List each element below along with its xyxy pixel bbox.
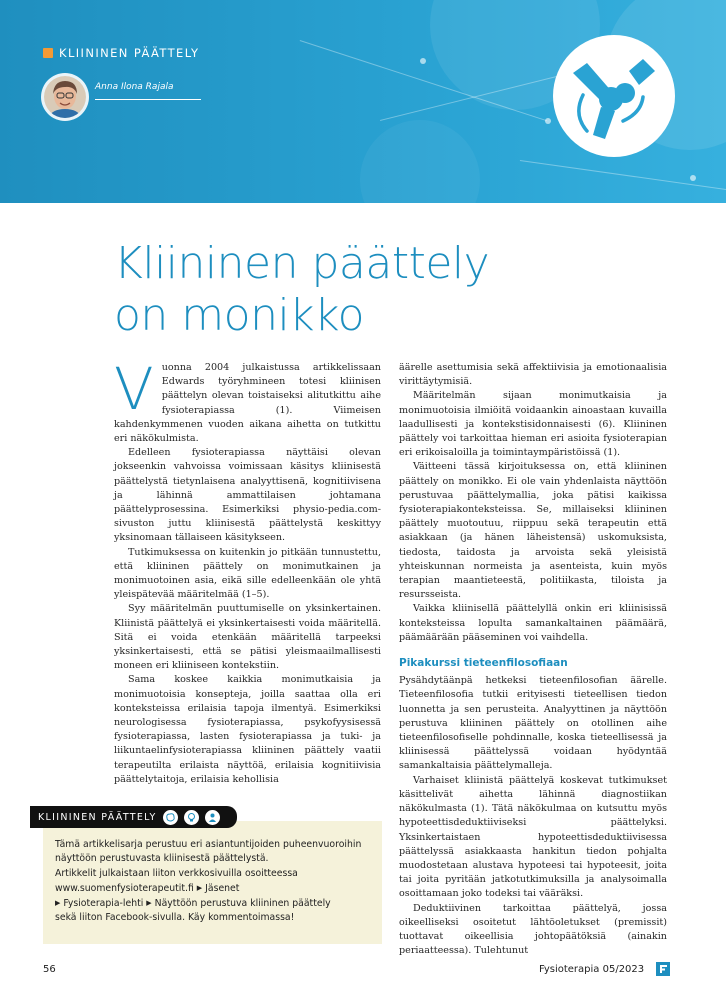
- series-info-title: KLIININEN PÄÄTTELY: [38, 811, 157, 823]
- info-line: sekä liiton Facebook-sivulla. Käy kommentoimassa!: [55, 912, 295, 924]
- paragraph: Sama koskee kaikkia monimutkaisia ja monimuotoisia konsepteja, joilla saattaa olla eri konteksteissa erilaisia tapoja ilmentyä. Esimerkiksi neurologisessa fysioterapiassa, psykofyysisessä fysioterapiassa, lasten fysioterapiassa ja tuki- ja liikuntaelinfysioterapiassa kliininen päättely vaatii terapeutilta erilaista näyttöä, erilaisia kognitiivisia päättelytaitoja, erilaisia kehollisia: [114, 674, 381, 785]
- page-number: 56: [43, 964, 56, 975]
- paragraph: Määritelmän sijaan monimutkaisia ja monimuotoisia ilmiöitä voidaankin ainoastaan kuvailla laadullisesti ja kontekstisidonnaisesti (6). Kliininen päättely voi tarkoittaa hieman eri asioita fysioterapian eri erikoisaloilla ja toimintaympäristöissä (1).: [399, 390, 667, 459]
- paragraph: Deduktiivinen tarkoittaa päättelyä, jossa oikeelliseksi osoitetut lähtöoletukset (premissit) tuottavat oikeellisia johtopäätöksiä (ainakin periaatteessa). Tulehtunut: [399, 902, 667, 957]
- breadcrumb-item: Näyttöön perustuva kliininen päättely: [154, 898, 331, 910]
- knee-icon-badge: [553, 35, 675, 157]
- series-info-header: [30, 806, 237, 828]
- drop-cap: V: [114, 355, 154, 423]
- subheading: Pikakurssi tieteenfilosofiaan: [399, 657, 568, 670]
- paragraph: Vaikka kliinisellä päättelyllä onkin eri kliinisissä konteksteissa lopulta samankaltainen päämäärä, päämäärään pääseminen voi vaihdella.: [399, 603, 667, 643]
- paragraph: Tutkimuksessa on kuitenkin jo pitkään tunnustettu, että kliininen päättely on monimutkainen ja monimuotoinen asia, eikä sille edelleenkään ole yhtä yleispätevää määritelmää (1–5).: [114, 546, 381, 601]
- paragraph: Varhaiset kliinistä päättelyä koskevat tutkimukset käsittelivät aihetta lähinnä diagnostiikan näkökulmasta (1). Tätä näkökulmaa on kutsuttu myös hypoteettisdeduktiiviseksi päättelyksi. Yksinkertaistaen hypoteettisdeduktiivisessa päättelyssä asiakkaasta hankitun tiedon pohjalta muodostetaan alustava hypoteesi tai hypoteesit, joita tai joita pyritään jatkotutkimuksilla ja analysoimalla osoittamaan joko todeksi tai vääräksi.: [399, 774, 667, 900]
- network-node: [420, 58, 426, 64]
- breadcrumb-arrow-icon: ▶: [55, 899, 61, 908]
- journal-logo-icon: [656, 962, 670, 976]
- decor-circle: [360, 120, 480, 203]
- breadcrumb-arrow-icon: ▶: [146, 899, 152, 908]
- brain-icon: [163, 810, 178, 825]
- section-tag: [43, 46, 199, 60]
- website-link[interactable]: www.suomenfysioterapeutit.fi: [55, 882, 194, 894]
- paragraph: Pysähdytäänpä hetkeksi tieteenfilosofian äärelle. Tieteenfilosofia tutkii erityisesti tieteellisen tiedon luonnetta ja sen perusteita. Analyyttinen ja näyttöön perustuva kliininen päättely on otollinen aihe tieteenfilosofiselle pohdinnalle, koska tieteellisessä ja kliinisessä päättelyssä voidaan hyödyntää samankaltaisia päättelymalleja.: [399, 675, 667, 772]
- author-divider: [95, 99, 201, 100]
- author-name: Anna Ilona Rajala: [95, 82, 174, 92]
- journal-issue: Fysioterapia 05/2023: [539, 964, 645, 975]
- author-avatar: [44, 76, 86, 118]
- article-title-line1: Kliininen päättely: [114, 238, 490, 289]
- paragraph: Edelleen fysioterapiassa näyttäisi olevan jokseenkin vahvoissa voimissaan käsitys kliinisestä päättelystä tietynlaisena analyyttisenä, kognitiivisena ja lähinnä ammattilaisen johtamana päättelyprosessina. Esimerkiksi physio-pedia.com-sivuston juttu kliinisestä päättelystä keskittyy yksinomaan tällaiseen käsitykseen.: [114, 447, 381, 544]
- paragraph: Syy määritelmän puuttumiselle on yksinkertainen. Kliinistä päättelyä ei yksinkertaisesti voida määritellä. Sitä ei voida etenkään määritellä tarpeeksi yksinkertaisesti, että se pätisi yleismaailmallisesti moneen eri kliiniseen kontekstiin.: [114, 603, 381, 672]
- series-info-text: [55, 838, 367, 926]
- body-column-right: [399, 361, 667, 958]
- body-column-left: [114, 355, 381, 787]
- article-title: [114, 238, 634, 342]
- network-node: [545, 118, 551, 124]
- author-portrait-icon: [44, 76, 86, 118]
- paragraph: Väitteeni tässä kirjoituksessa on, että kliininen päättely on monikko. Ei ole vain yhdenlaista näyttöön perustuvaa päättelymallia, joka pätisi kaikissa fysioterapiakonteksteissa. Se, millaiseksi kliininen päättely muotoutuu, riippuu sekä terapeutin että asiakkaan (ja hänen läheistensä) uskomuksista, tiedosta, taidosta ja arvoista sekä yleisistä yhteiskunnan normeista ja asenteista, kuin myös terapian maantieteestä, politiikasta, tiloista ja resursseista.: [399, 461, 667, 601]
- person-icon: [205, 810, 220, 825]
- info-line: Tämä artikkelisarja perustuu eri asiantuntijoiden puheenvuoroihin näyttöön perustuvasta kliinisestä päättelystä.: [55, 839, 362, 865]
- paragraph: uonna 2004 julkaistussa artikkelissaan Edwards työryhmineen totesi kliinisen päättelyn olevan toistaiseksi alitutkittu aihe fysioterapiassa (1). Viimeisen kahdenkymmenen vuoden aikana aihetta on tutkittu eri näkökulmista.: [114, 362, 381, 445]
- paragraph: äärelle asettumisia sekä affektiivisia ja emotionaalisia virittäytymisiä.: [399, 362, 667, 388]
- article-title-line2: on monikko: [114, 290, 364, 341]
- info-path: [55, 881, 367, 912]
- network-node: [690, 175, 696, 181]
- section-label: KLIININEN PÄÄTTELY: [59, 46, 200, 60]
- breadcrumb-item: Jäsenet: [205, 882, 240, 894]
- header-banner: [0, 0, 726, 203]
- breadcrumb-arrow-icon: ▶: [196, 883, 203, 892]
- info-line: Artikkelit julkaistaan liiton verkkosivuilla osoitteessa: [55, 867, 298, 879]
- section-square-icon: [43, 48, 53, 58]
- lightbulb-icon: [184, 810, 199, 825]
- knee-joint-icon: [553, 35, 675, 157]
- breadcrumb-item: Fysioterapia-lehti: [63, 898, 144, 910]
